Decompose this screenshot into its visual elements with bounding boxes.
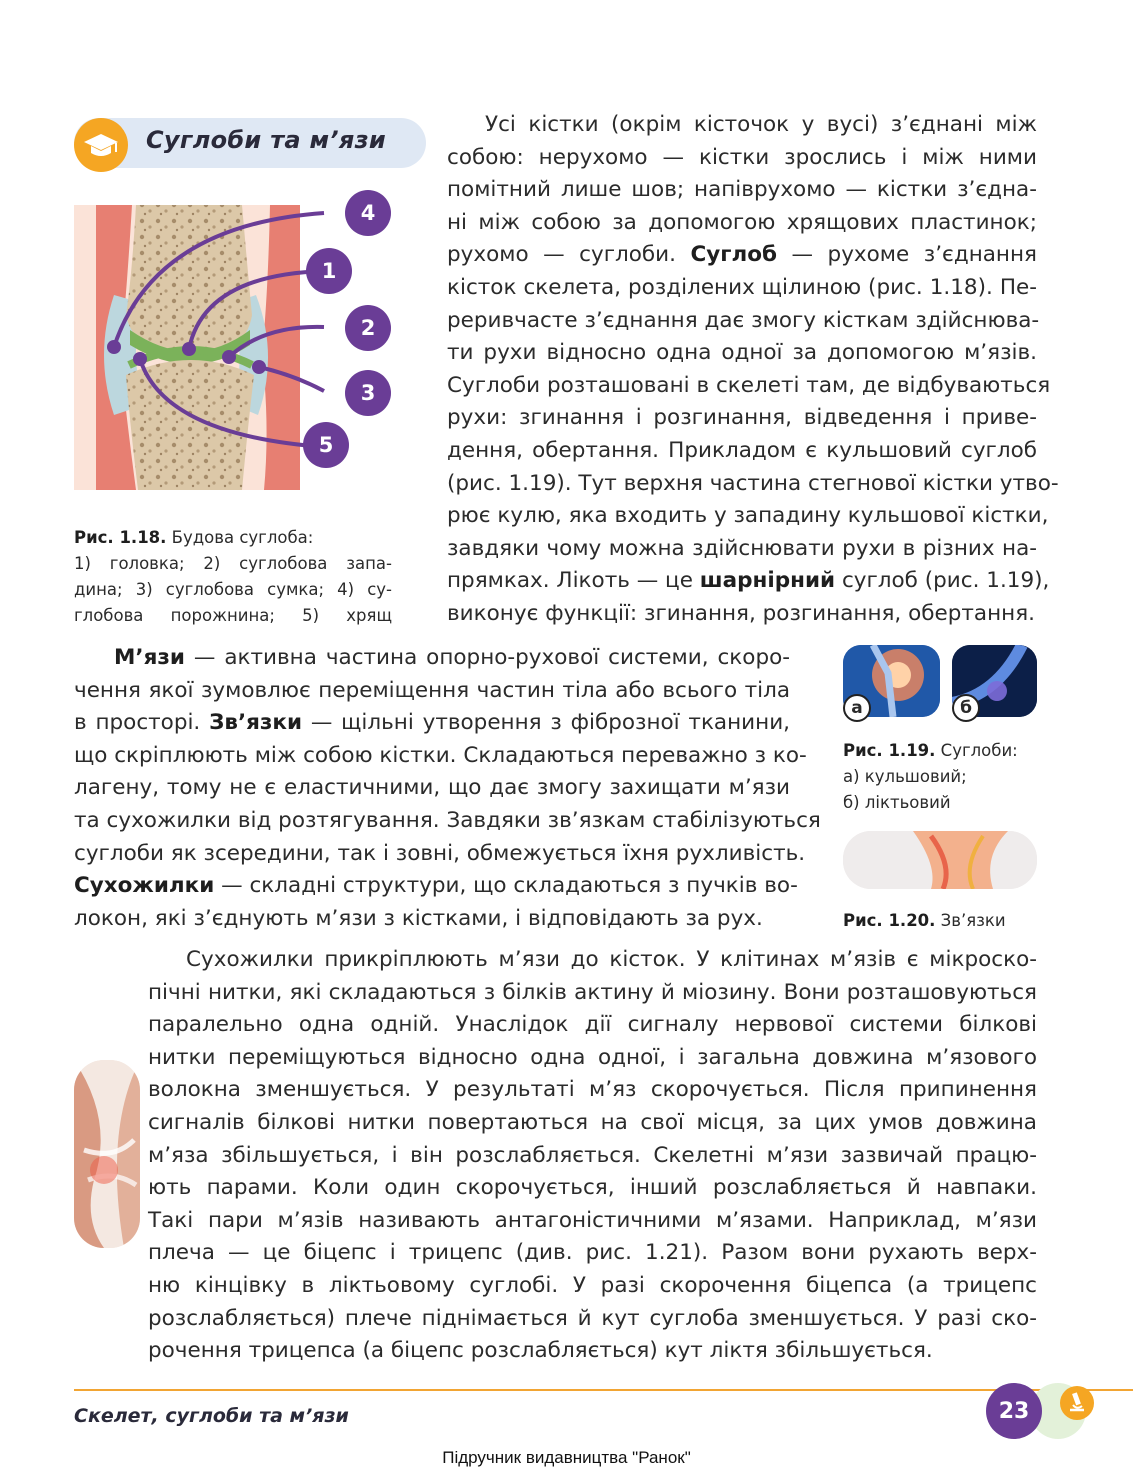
bold-term: Сухожилки [74,873,215,899]
text-line: що скріплюють між собою кістки. Складаються переважно з ко- [74,742,807,768]
bold-term: М’язи [114,645,185,670]
text-line: волокна зменшується. У результаті м’яз скорочується. Після припинення [148,1077,1037,1103]
text-segment: — рухоме з’єднання [777,242,1037,268]
figure-1-18-caption: Рис. 1.18. Будова суглоба: 1) головка; 2) суглобова запа- дина; 3) суглобова сумка; 4) су- глобова порожнина; 5) хрящ [74,528,392,625]
paragraph-muscles-ligaments [74,642,821,935]
paragraph-joints [447,109,1059,631]
text-line: (рис. 1.19). Тут верхня частина стегнової кістки утво- [447,470,1059,496]
footer-divider [74,1389,1133,1391]
graduation-cap-icon [74,118,128,172]
text-line [447,565,1050,598]
text-line: кісток скелета, розділених щілиною (рис. 1.18). Пе- [447,274,1037,300]
text-line: завдяки чому можна здійснювати рухи в різних на- [447,535,1037,561]
text-line: м’яза збільшується, і він розслабляється. Скелетні м’язи зазвичай працю- [148,1142,1037,1168]
text-line: лагену, тому не є еластичними, що дає змогу захищати м’язи [74,775,790,801]
text-line: Такі пари м’язів називають антагоністичними м’язами. Наприклад, м’язи [148,1207,1037,1233]
microscope-icon [1060,1386,1094,1420]
text-line: пічні нитки, які складаються з білків актину й міозину. Вони розташовуються [148,979,1037,1005]
text-line: ні між собою за допомогою хрящових пластинок; [447,209,1037,235]
text-line: собою: нерухомо — кістки зрослись і між ними [447,144,1037,170]
text-line: локон, які з’єднують м’язи з кістками, і відповідають за рух. [74,905,763,931]
text-line [74,870,798,903]
text-line: сигналів білкові нитки повертаються на свої місця, за цих умов довжина [148,1109,1037,1135]
text-line: плеча — це біцепс і трицепс (див. рис. 1.21). Разом вони рухають верх- [148,1240,1037,1266]
callout-5: 5 [303,422,349,468]
text-line: нитки переміщуються відносно одна одної, і загальна довжина м’язового [148,1044,1037,1070]
text-line: рухи: згинання і розгинання, відведення і приве- [447,405,1037,431]
text-line: реривчасте з’єднання дає змогу кісткам здійснюва- [447,307,1040,333]
text-line: дення, обертання. Прикладом є кульшовий суглоб [447,437,1037,463]
publisher-credit: Підручник видавництва "Ранок" [442,1448,691,1467]
text-segment: — щільні утворення з фіброзної тканини, [302,710,790,736]
text-segment: рухомо — суглоби. [447,242,691,268]
text-line: чення якої зумовлює переміщення частин тіла або всього тіла [74,677,790,703]
text-line: Сухожилки прикріплюють м’язи до кісток. У клітинах м’язів є мікроско- [186,947,1037,972]
callout-2: 2 [345,305,391,351]
callout-1: 1 [306,248,352,294]
text-line: помітний лише шов; напіврухомо — кістки з’єдна- [447,177,1037,203]
figure-1-20-caption: Рис. 1.20. Зв’язки [843,911,1006,930]
text-line: паралельно одна одній. Унаслідок дії сигналу нервової системи білкові [148,1012,1037,1038]
text-line: та сухожилки від розтягування. Завдяки зв’язкам стабілізуються [74,807,821,833]
text-line [447,239,1037,272]
section-title: Суглоби та м’язи [146,126,386,154]
text-line: ню кінцівку в ліктьовому суглобі. У разі скорочення біцепса (а трицепс [148,1272,1037,1298]
text-segment: прямках. Лікоть — це [447,568,700,594]
text-segment: в просторі. [74,710,210,736]
callout-4: 4 [345,190,391,236]
ligaments-image [843,831,1037,889]
paragraph-tendons [148,944,1037,1368]
text-line: рочення трицепса (а біцепс розслабляється) кут ліктя збільшується. [148,1338,933,1364]
text-line: рює кулю, яка входить у западину кульшової кістки, [447,503,1049,529]
text-segment: — активна частина опорно-рухової системи, скоро- [184,645,790,670]
bold-term: Зв’язки [209,710,303,736]
text-segment: — складні структури, що складаються з пучків во- [214,873,798,899]
bold-term: Суглоб [690,242,778,268]
text-line: Усі кістки (окрім кісточок у вусі) з’єднані між [485,112,1037,137]
text-line: ють парами. Коли один скорочується, інший розслабляється й навпаки. [148,1175,1037,1201]
text-segment: суглоб (рис. 1.19), [835,568,1050,594]
text-line: ти рухи відносно одна одної за допомогою м’язів. [447,340,1037,366]
muscle-side-image [74,1060,140,1248]
footer-chapter-title: Скелет, суглоби та м’язи [74,1405,349,1427]
text-line: виконує функції: згинання, розгинання, обертання. [447,600,1035,626]
text-line: суглоби як зсередини, так і зовні, обмежується їхня рухливість. [74,840,806,866]
text-line [74,707,790,740]
bold-term: шарнірний [699,568,836,594]
text-line [74,642,790,675]
callout-3: 3 [345,370,391,416]
figure-label-b: б [952,694,980,722]
figure-label-a: а [843,694,871,722]
figure-1-19-caption: Рис. 1.19. Суглоби: а) кульшовий; б) ліктьовий [843,741,1018,812]
text-line: розслабляється) плече піднімається й кут суглоба зменшується. У разі ско- [148,1305,1037,1331]
text-line: Суглоби розташовані в скелеті там, де відбуваються [447,372,1051,398]
page-number: 23 [986,1383,1042,1439]
